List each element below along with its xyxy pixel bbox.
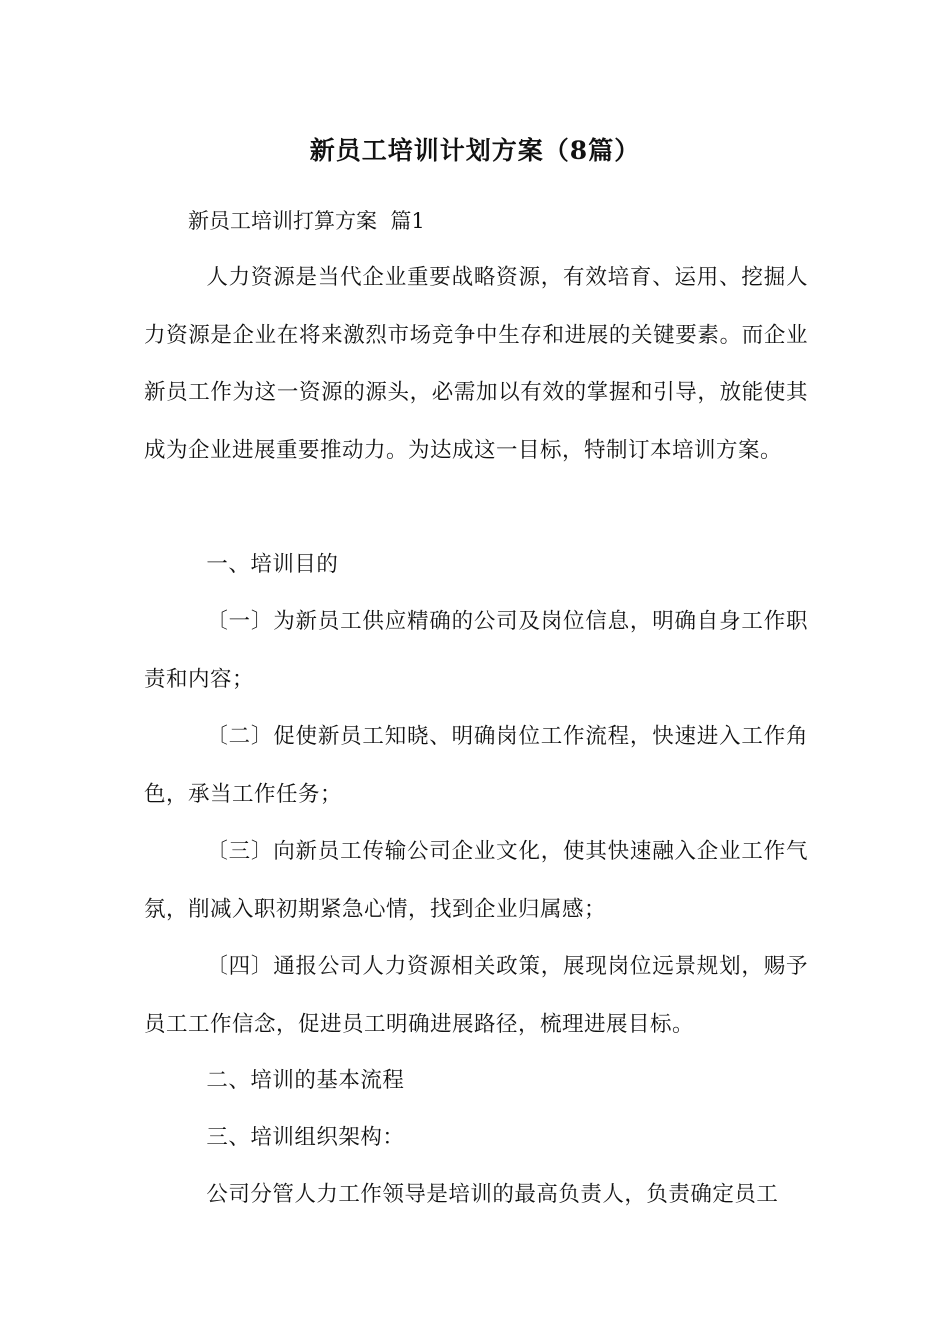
heading-training-purpose: 一、培训目的 [206, 552, 339, 577]
purpose-item-4: 〔四〕通报公司人力资源相关政策，展现岗位远景规划，赐予员工工作信念，促进员工明确进展路径，梳理进展目标。 [144, 954, 808, 1037]
heading-training-process: 二、培训的基本流程 [206, 1068, 405, 1093]
purpose-item-1: 〔一〕为新员工供应精确的公司及岗位信息，明确自身工作职责和内容； [144, 609, 808, 692]
section-subtitle: 新员工培训打算方案 篇1 [188, 209, 425, 233]
intro-paragraph: 人力资源是当代企业重要战略资源，有效培育、运用、挖掘人力资源是企业在将来激烈市场竞争中生存和进展的关键要素。而企业新员工作为这一资源的源头，必需加以有效的掌握和引导，放能使其成为企业进展重要推动力。为达成这一目标，特制订本培训方案。 [144, 265, 808, 463]
document-title: 新员工培训计划方案（8篇） [309, 136, 641, 165]
purpose-item-2: 〔二〕促使新员工知晓、明确岗位工作流程，快速进入工作角色，承当工作任务； [144, 724, 808, 807]
purpose-item-3: 〔三〕向新员工传输公司企业文化，使其快速融入企业工作气氛，削减入职初期紧急心情，找到企业归属感； [144, 839, 808, 922]
organization-paragraph: 公司分管人力工作领导是培训的最高负责人，负责确定员工 [206, 1182, 779, 1207]
heading-training-organization: 三、培训组织架构： [206, 1125, 405, 1150]
